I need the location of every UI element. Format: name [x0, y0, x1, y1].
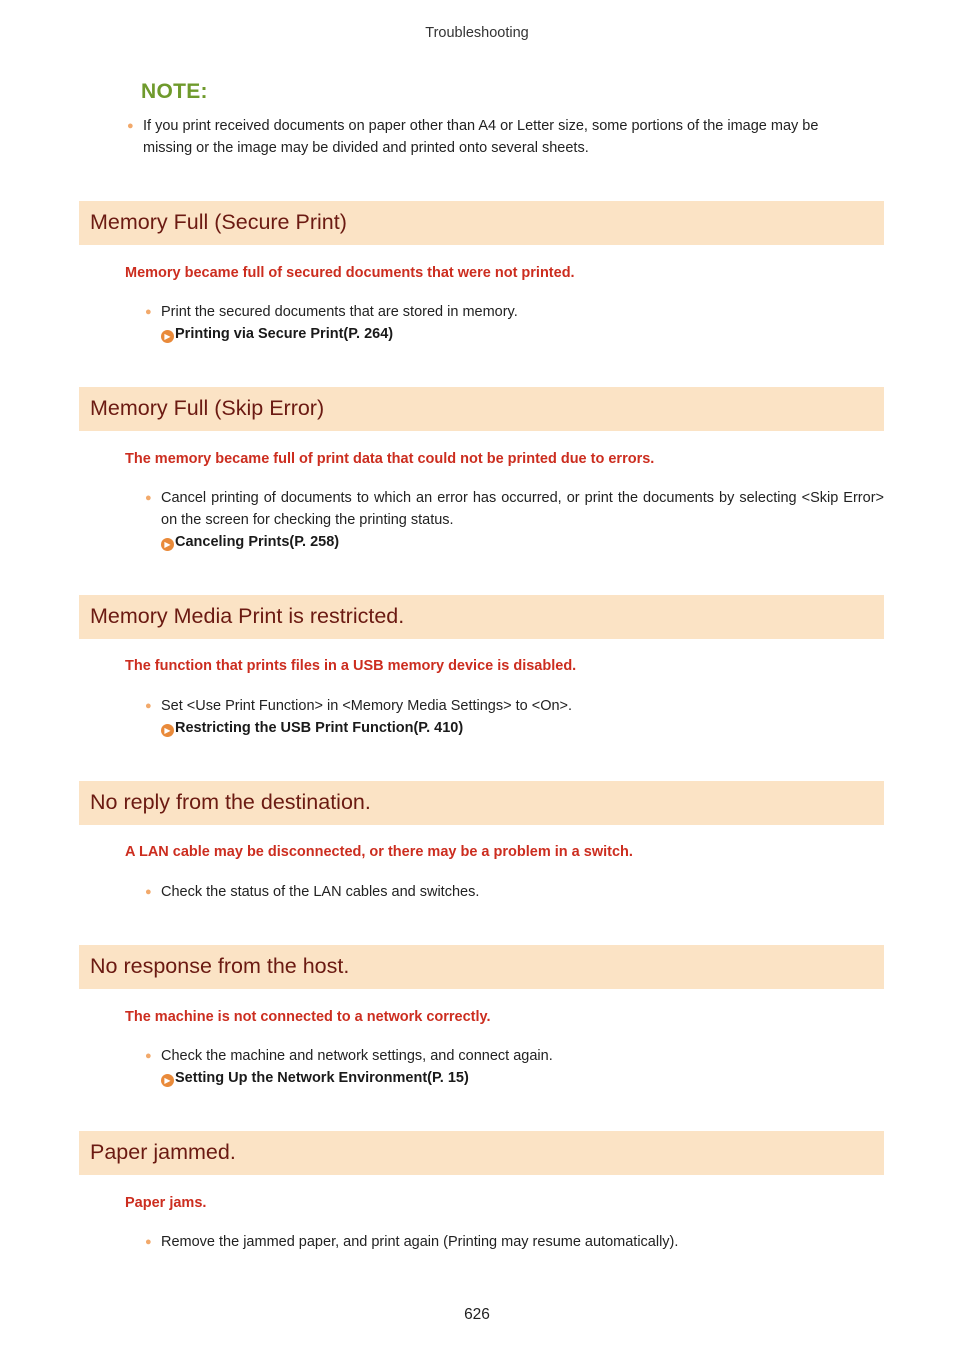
bullet-dot-icon: ● [145, 886, 152, 898]
bullet-dot-icon: ● [145, 492, 152, 504]
remedy-item [145, 695, 884, 739]
section-title: No reply from the destination. [90, 790, 371, 814]
reference-link[interactable] [161, 1067, 884, 1089]
section-header [79, 945, 884, 989]
reference-link[interactable] [161, 531, 884, 553]
note-title: NOTE: [141, 80, 208, 103]
link-arrow-icon: ▶ [161, 538, 174, 551]
section-header [79, 387, 884, 431]
cause-text: The memory became full of print data that could not be printed due to errors. [125, 451, 655, 467]
remedy-text: Check the status of the LAN cables and switches. [161, 884, 480, 900]
remedy-text: Remove the jammed paper, and print again (Printing may resume automatically). [161, 1234, 679, 1250]
reference-link-label: Printing via Secure Print(P. 264) [175, 326, 394, 342]
remedy-item [145, 1231, 884, 1253]
bullet-dot-icon: ● [145, 700, 152, 712]
section-title: Paper jammed. [90, 1140, 236, 1164]
remedy-text: Print the secured documents that are stored in memory. [161, 304, 518, 320]
section-header [79, 781, 884, 825]
reference-link-label: Canceling Prints(P. 258) [175, 534, 340, 550]
remedy-item [145, 487, 884, 553]
remedy-item [145, 301, 884, 345]
link-arrow-icon: ▶ [161, 330, 174, 343]
page-number: 626 [464, 1306, 490, 1323]
reference-link-label: Setting Up the Network Environment(P. 15) [175, 1070, 469, 1086]
bullet-dot-icon: ● [145, 306, 152, 318]
running-header: Troubleshooting [425, 25, 529, 41]
section-header [79, 1131, 884, 1175]
reference-link[interactable] [161, 717, 884, 739]
remedy-text: Cancel printing of documents to which an error has occurred, or print the documents by selecting <Skip Error> on the screen for checking the printing status. [161, 490, 884, 528]
remedy-text: Check the machine and network settings, and connect again. [161, 1048, 553, 1064]
section-title: Memory Full (Secure Print) [90, 210, 347, 234]
reference-link[interactable] [161, 323, 884, 345]
cause-text: Memory became full of secured documents that were not printed. [125, 265, 575, 281]
link-arrow-icon: ▶ [161, 724, 174, 737]
remedy-item [145, 1045, 884, 1089]
remedy-text: Set <Use Print Function> in <Memory Media Settings> to <On>. [161, 698, 573, 714]
section-title: No response from the host. [90, 954, 350, 978]
remedy-item [145, 881, 884, 903]
bullet-dot-icon: ● [145, 1050, 152, 1062]
section-header [79, 201, 884, 245]
bullet-dot-icon: ● [145, 1236, 152, 1248]
section-title: Memory Full (Skip Error) [90, 396, 325, 420]
reference-link-label: Restricting the USB Print Function(P. 410) [175, 720, 464, 736]
section-header [79, 595, 884, 639]
note-bullet [127, 115, 868, 159]
cause-text: Paper jams. [125, 1195, 207, 1211]
bullet-dot-icon: ● [127, 120, 134, 132]
cause-text: A LAN cable may be disconnected, or there may be a problem in a switch. [125, 844, 633, 860]
note-text: If you print received documents on paper other than A4 or Letter size, some portions of the image may be missing or the image may be divided and printed onto several sheets. [143, 118, 819, 156]
cause-text: The function that prints files in a USB memory device is disabled. [125, 658, 577, 674]
cause-text: The machine is not connected to a network correctly. [125, 1009, 491, 1025]
section-title: Memory Media Print is restricted. [90, 604, 405, 628]
link-arrow-icon: ▶ [161, 1074, 174, 1087]
